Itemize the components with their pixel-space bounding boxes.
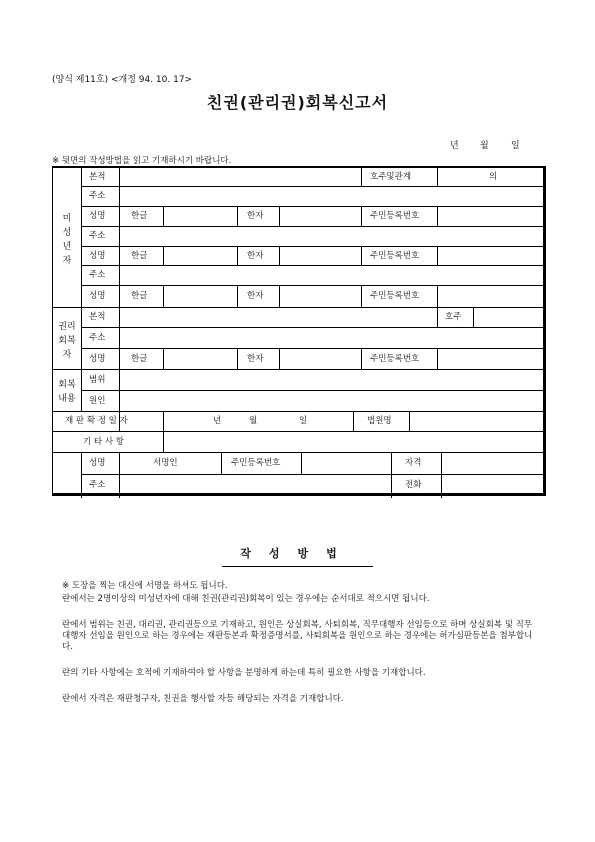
hanja-label-1: 한자	[247, 211, 264, 221]
bonjeok-label-2: 본적	[89, 312, 106, 322]
hanja-label-4: 한자	[247, 354, 264, 364]
instructions-title-text: 작성방법	[240, 547, 355, 560]
instruction-item-3-text: 란의 기타 사항에는 호적에 기재하여야 할 사항을 분명하게 하는데 특히 필요한 사항을 기재합니다.	[62, 668, 426, 678]
instruction-item-4	[62, 694, 540, 705]
reporter-name-label: 성명	[89, 458, 106, 468]
hangeul-label-1: 한글	[131, 211, 148, 221]
name-label-3: 성명	[89, 291, 106, 301]
instruction-item-2-text: 란에서 범위는 친권, 대리권, 관리권등으로 기재하고, 원인은 상실회복, 사퇴회복, 직무대행자 선임등으로 하며 상실회복 및 직무대행자 선임을 원인으로 하는 경우에는 재판등본과 확정증명서를, 사퇴회복을 원인으로 하는 경우에는 허가심판등본을 첨부합니다.	[62, 620, 533, 652]
juso-label-1: 주소	[89, 191, 106, 201]
reporter-address-label: 주소	[89, 480, 106, 490]
trial-date-label: 재 판 확 정 일 자	[65, 416, 128, 426]
restored-hoju-field[interactable]	[474, 308, 544, 327]
restored-bonjeok-field[interactable]	[120, 308, 436, 327]
minor-hangeul-field-2[interactable]	[164, 247, 236, 265]
name-label-1: 성명	[89, 211, 106, 221]
rrn-label-4: 주민등록번호	[370, 354, 420, 364]
restored-section-text: 권리회복자	[58, 322, 76, 360]
notice-text: ※ 뒷면의 작성방법을 읽고 기재하시기 바랍니다.	[52, 156, 232, 166]
minor-bonjeok-field[interactable]	[120, 169, 360, 186]
minor-hangeul-field-3[interactable]	[164, 286, 236, 307]
date-year-label: 년	[450, 141, 459, 151]
restored-rrn-field[interactable]	[438, 349, 544, 369]
phone-field[interactable]	[442, 475, 544, 495]
restored-hangeul-field[interactable]	[164, 349, 236, 369]
page-title: 친권(관리권)회복신고서	[206, 93, 389, 112]
minor-rrn-field-1[interactable]	[438, 207, 544, 226]
restored-section-label	[53, 320, 81, 362]
hangeul-label-3: 한글	[131, 291, 148, 301]
minor-hanja-field-1[interactable]	[280, 207, 360, 226]
instruction-item-4-text: 란에서 자격은 재판청구자, 친권을 행사할 자등 해당되는 자격을 기재합니다.	[62, 694, 344, 704]
ui-label: 의	[489, 172, 498, 182]
trial-day-label: 일	[299, 416, 308, 426]
bonjeok-label-1: 본적	[89, 172, 106, 182]
cause-field[interactable]	[120, 391, 544, 411]
hangeul-label-2: 한글	[131, 251, 148, 261]
signature-label: 서명인	[153, 458, 178, 468]
cause-label: 원인	[89, 396, 106, 406]
restored-address-field[interactable]	[120, 328, 544, 348]
instruction-item-1	[62, 594, 540, 605]
trial-date-field[interactable]	[164, 412, 352, 431]
date-month-label: 월	[480, 141, 489, 151]
trial-year-label: 년	[213, 416, 222, 426]
court-name-field[interactable]	[410, 412, 544, 431]
rrn-label-3: 주민등록번호	[370, 291, 420, 301]
instructions-title	[0, 545, 595, 561]
minor-rrn-field-2[interactable]	[438, 247, 544, 265]
scope-field[interactable]	[120, 370, 544, 390]
name-label-4: 성명	[89, 354, 106, 364]
minor-section-text: 미성년자	[62, 214, 72, 266]
date-day-label: 일	[511, 141, 520, 151]
instruction-item-0: ※ 도장을 찍는 대신에 서명을 하셔도 됩니다.	[62, 581, 228, 591]
juso-label-4: 주소	[89, 333, 106, 343]
hoju-label: 호주	[445, 312, 462, 322]
phone-label: 전화	[405, 480, 422, 490]
hoju-relation-field[interactable]	[438, 169, 483, 186]
minor-hangeul-field-1[interactable]	[164, 207, 236, 226]
qualification-label: 자격	[405, 458, 422, 468]
instruction-item-2	[62, 620, 540, 653]
minor-hanja-field-2[interactable]	[280, 247, 360, 265]
juso-label-2: 주소	[89, 231, 106, 241]
trial-month-label: 월	[249, 416, 258, 426]
rrn-label-2: 주민등록번호	[370, 251, 420, 261]
minor-address-field-3[interactable]	[120, 266, 544, 285]
other-matters-label: 기 타 사 항	[83, 437, 124, 447]
minor-address-field-1[interactable]	[120, 187, 544, 206]
minor-address-field-2[interactable]	[120, 227, 544, 246]
qualification-field[interactable]	[442, 453, 544, 474]
hanja-label-2: 한자	[247, 251, 264, 261]
other-matters-field[interactable]	[164, 432, 544, 452]
rrn-label-1: 주민등록번호	[370, 211, 420, 221]
restored-hanja-field[interactable]	[280, 349, 360, 369]
minor-section-label	[53, 212, 81, 268]
hangeul-label-4: 한글	[131, 354, 148, 364]
hoju-relation-label: 호주및관계	[370, 172, 412, 182]
court-name-label: 법원명	[367, 416, 392, 426]
hanja-label-3: 한자	[247, 291, 264, 301]
juso-label-3: 주소	[89, 270, 106, 280]
content-section-text: 회복내용	[58, 380, 76, 404]
report-form-table	[52, 166, 546, 496]
content-section-label	[53, 378, 81, 406]
name-label-2: 성명	[89, 251, 106, 261]
scope-label: 범위	[89, 375, 106, 385]
reporter-address-field[interactable]	[120, 475, 390, 495]
instructions-title-underline	[222, 566, 373, 567]
reporter-rrn-field[interactable]	[302, 453, 390, 474]
form-number: (양식 제11호) <개정 94. 10. 17>	[52, 75, 193, 85]
minor-rrn-field-3[interactable]	[438, 286, 544, 307]
instruction-item-1-text: 란에서는 2명이상의 미성년자에 대해 친권(관리권)회복이 있는 경우에는 순서대로 적으시면 됩니다.	[62, 594, 430, 604]
instruction-item-3	[62, 668, 540, 679]
minor-hanja-field-3[interactable]	[280, 286, 360, 307]
reporter-rrn-label: 주민등록번호	[231, 458, 281, 468]
